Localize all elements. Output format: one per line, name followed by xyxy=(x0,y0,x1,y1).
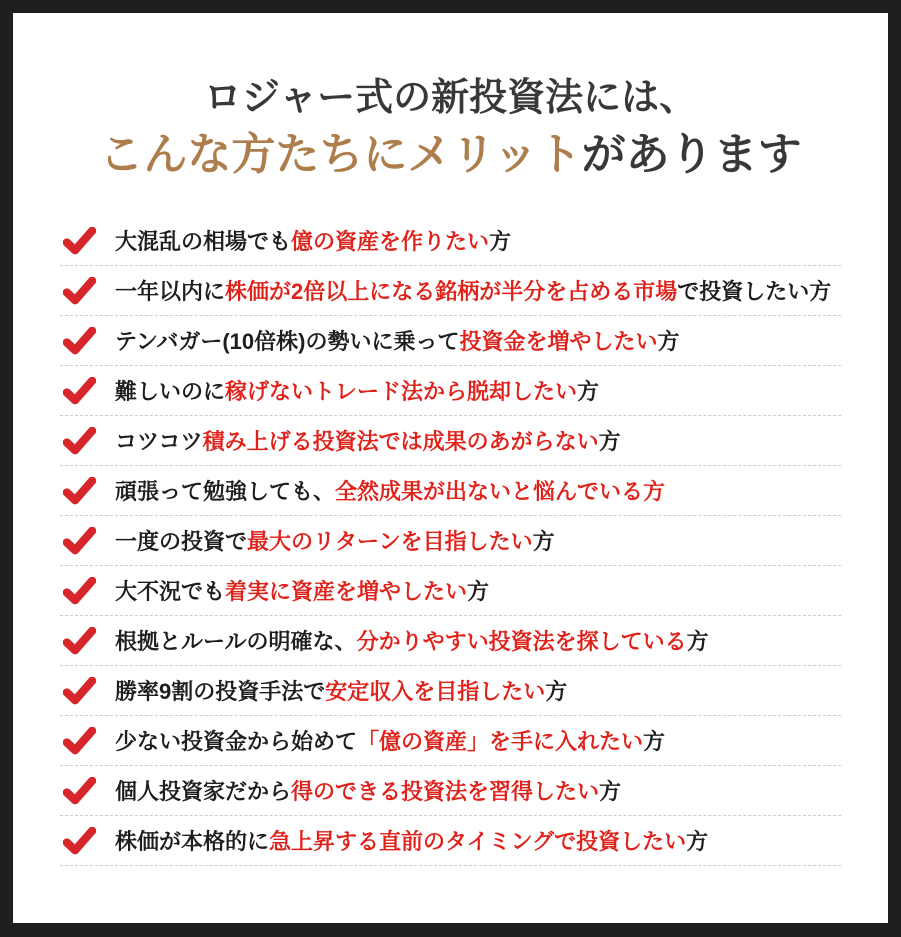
benefit-text-highlight: 投資金を増やしたい xyxy=(459,329,658,355)
benefit-text-plain: 方 xyxy=(686,829,709,855)
benefit-text xyxy=(115,825,708,856)
benefit-text xyxy=(115,625,709,656)
benefit-item xyxy=(60,816,841,866)
checkmark-icon xyxy=(63,477,96,505)
benefit-item xyxy=(60,516,841,566)
benefit-text-plain: 株価が本格的に xyxy=(115,829,270,855)
section-title xyxy=(13,75,888,186)
benefit-text-plain: 頑張って勉強しても、 xyxy=(115,479,336,505)
benefit-text-highlight: 億の資産を作りたい xyxy=(291,229,490,255)
benefit-item xyxy=(60,266,841,316)
benefit-text-plain: 方 xyxy=(489,229,512,255)
benefit-text-plain: 一度の投資で xyxy=(115,529,248,555)
benefit-text xyxy=(115,725,665,756)
benefit-text-highlight: 積み上げる投資法では成果のあがらない xyxy=(202,429,599,455)
content-panel xyxy=(13,13,888,923)
checkmark-icon xyxy=(63,527,96,555)
benefit-text-highlight: 全然成果が出ないと悩んでいる方 xyxy=(335,479,666,505)
benefit-text-plain: 一年以内に xyxy=(115,279,226,305)
title-line1: ロジャー式の新投資法には、 xyxy=(203,77,698,119)
benefit-text-plain: 少ない投資金から始めて xyxy=(115,729,358,755)
benefit-text-plain: 根拠とルールの明確な、 xyxy=(115,629,357,655)
benefit-item xyxy=(60,766,841,816)
benefit-item xyxy=(60,716,841,766)
title-line2 xyxy=(13,123,888,187)
benefit-text xyxy=(115,375,599,406)
checkmark-icon xyxy=(63,227,96,255)
benefit-text-highlight: 分かりやすい投資法を探している xyxy=(356,629,687,655)
benefit-text-highlight: 得のできる投資法を習得したい xyxy=(291,779,600,805)
benefit-text-highlight: 「億の資産」を手に入れたい xyxy=(357,729,644,755)
benefit-text-highlight: 着実に資産を増やしたい xyxy=(225,579,468,605)
benefit-text xyxy=(115,225,511,256)
checkmark-icon xyxy=(63,577,96,605)
benefit-item xyxy=(60,216,841,266)
title-line2-rest: があります xyxy=(581,129,802,179)
benefit-text-plain: で投資したい方 xyxy=(677,279,832,305)
benefit-text xyxy=(115,325,680,356)
benefit-text-highlight: 稼げないトレード法から脱却したい xyxy=(225,379,578,405)
benefit-item xyxy=(60,466,841,516)
benefit-text-plain: 勝率9割の投資手法で xyxy=(115,679,326,705)
benefit-text-plain: 方 xyxy=(577,379,600,405)
benefit-item xyxy=(60,616,841,666)
checkmark-icon xyxy=(63,427,96,455)
benefit-item xyxy=(60,366,841,416)
benefit-text-plain: 方 xyxy=(532,529,555,555)
benefit-text xyxy=(115,775,621,806)
benefit-text-highlight: 急上昇する直前のタイミングで投資したい xyxy=(269,829,687,855)
benefit-text-plain: 大混乱の相場でも xyxy=(115,229,292,255)
benefit-text-plain: 方 xyxy=(598,429,621,455)
benefit-item xyxy=(60,316,841,366)
benefit-text-plain: 方 xyxy=(545,679,568,705)
benefit-text-plain: 方 xyxy=(599,779,622,805)
benefit-text-plain: コツコツ xyxy=(115,429,203,455)
benefit-text-plain: テンバガー(10倍株)の勢いに乗って xyxy=(115,329,460,355)
benefit-text-plain: 方 xyxy=(686,629,709,655)
benefit-text xyxy=(115,425,621,456)
benefit-text-highlight: 株価が2倍以上になる銘柄が半分を占める市場 xyxy=(225,279,678,305)
benefit-item xyxy=(60,666,841,716)
benefit-item xyxy=(60,416,841,466)
benefit-text xyxy=(115,575,489,606)
benefit-text-highlight: 安定収入を目指したい xyxy=(325,679,546,705)
checkmark-icon xyxy=(63,677,96,705)
benefit-text xyxy=(115,525,555,556)
benefit-list xyxy=(60,216,841,866)
checkmark-icon xyxy=(63,627,96,655)
benefit-text-plain: 方 xyxy=(657,329,680,355)
benefit-text-plain: 方 xyxy=(643,729,666,755)
checkmark-icon xyxy=(63,777,96,805)
benefit-text xyxy=(115,675,567,706)
checkmark-icon xyxy=(63,327,96,355)
benefit-text xyxy=(115,275,831,306)
benefit-text-highlight: 最大のリターンを目指したい xyxy=(247,529,533,555)
benefit-text-plain: 難しいのに xyxy=(115,379,226,405)
checkmark-icon xyxy=(63,377,96,405)
benefit-item xyxy=(60,566,841,616)
benefit-text-plain: 個人投資家だから xyxy=(115,779,292,805)
benefit-text-plain: 方 xyxy=(467,579,490,605)
benefit-text-plain: 大不況でも xyxy=(115,579,226,605)
checkmark-icon xyxy=(63,827,96,855)
checkmark-icon xyxy=(63,277,96,305)
benefit-text xyxy=(115,475,665,506)
title-highlight: こんな方たちにメリット xyxy=(99,129,582,179)
checkmark-icon xyxy=(63,727,96,755)
